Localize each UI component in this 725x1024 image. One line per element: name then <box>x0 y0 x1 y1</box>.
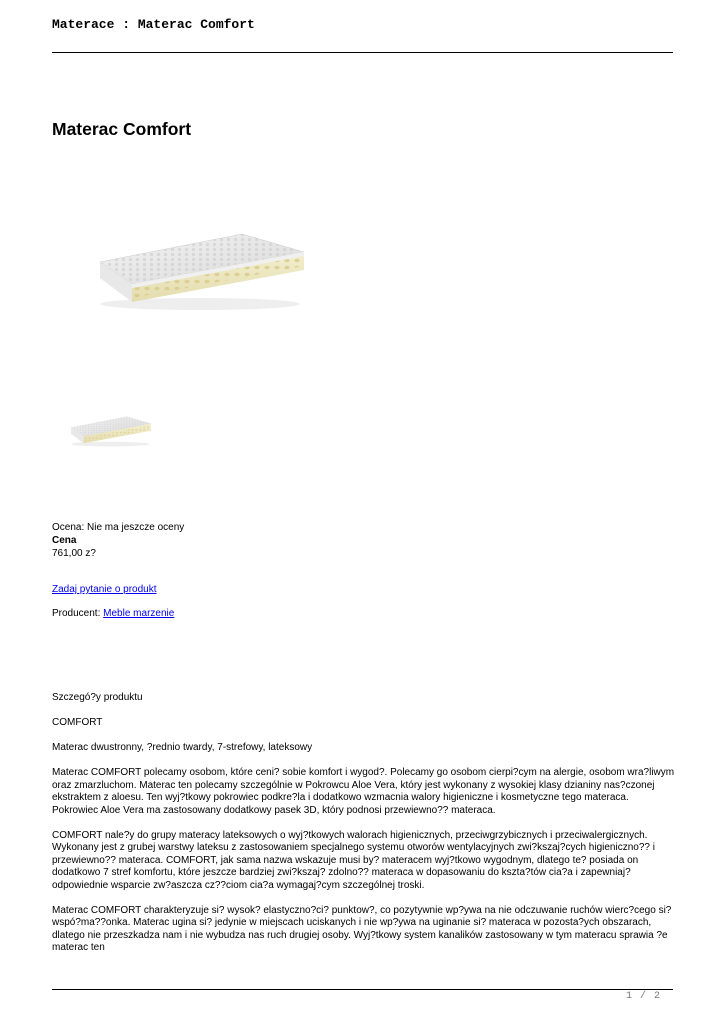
mattress-thumbnail[interactable] <box>66 412 154 448</box>
document-header: Materace : Materac Comfort <box>52 17 255 32</box>
description-paragraph: COMFORT nale?y do grupy materacy lateksowych o wyj?tkowych walorach higienicznych, przeciwgrzybicznych i przeciwalergicznych. Wykonany jest z grubej warstwy lateksu z zastosowaniem specjalnego systemu otworów wentylacyjnych zwi?kszaj?cych higieniczno?? i przewiewno?? materaca. COMFORT, jak sama nazwa wskazuje musi by? materacem wyj?tkowo wygodnym, dlatego te? posiada on dodatkowo 7 stref komfortu, które jeszcze bardziej zwi?kszaj? zdolno?? materaca w dopasowaniu do kszta?tów cia?a i zapewniaj? odpowiednie wsparcie zw?aszcza cz??ciom cia?a wymagaj?cym szczególnej troski. <box>52 829 655 891</box>
producer-link[interactable]: Meble marzenie <box>103 608 175 619</box>
details-heading: Szczegó?y produktu <box>52 692 143 703</box>
ask-question-link-wrap <box>52 583 157 596</box>
product-title: Materac Comfort <box>52 119 192 139</box>
description-paragraph: Materac COMFORT charakteryzuje si? wysok? elastyczno?ci? punktow?, co pozytywnie wp?ywa na nie odczuwanie ruchów wierc?cego si? wspó?ma??onka. Materac ugina si? jedynie w miejscach uciskanych i nie wp?ywa na uginanie si? materaca w pozosta?ych obszarach, dlatego nie przeszkadza nam i nie wybudza nas ruch drugiej osoby. Wyj?tkowy system kanalików zastosowany w tym materacu sprawia ?e materac ten <box>52 904 672 953</box>
description-paragraph: Materac COMFORT polecamy osobom, które ceni? sobie komfort i wygod?. Polecamy go osobom cierpi?cym na alergie, osobom wra?liwym oraz zmarzluchom. Materac ten polecamy szczególnie w Pokrowcu Aloe Vera, który jest wykonany z wysokiej klasy dzianiny nas?czonej ekstraktem z aloesu. Ten wyj?tkowy pokrowiec podkre?la i dodatkowo wzmacnia walory higieniczne i kosmetyczne tego materaca. Pokrowiec Aloe Vera ma zastosowany dodatkowy pasek 3D, który podnosi przewiewno?? materaca. <box>52 767 675 816</box>
price-label: Cena <box>52 535 77 546</box>
mattress-image <box>92 222 307 314</box>
ask-question-link[interactable]: Zadaj pytanie o produkt <box>52 584 157 595</box>
product-name: COMFORT <box>52 717 103 728</box>
footer-rule <box>52 989 673 990</box>
rating-text: Ocena: Nie ma jeszcze oceny <box>52 522 185 533</box>
producer-label: Producent: <box>52 608 101 619</box>
product-summary: Materac dwustronny, ?rednio twardy, 7-strefowy, lateksowy <box>52 742 313 753</box>
page-number: 1 / 2 <box>626 991 662 1002</box>
product-details <box>52 692 677 967</box>
producer-line <box>52 607 174 620</box>
price-value: 761,00 z? <box>52 548 96 559</box>
header-rule <box>52 52 673 53</box>
